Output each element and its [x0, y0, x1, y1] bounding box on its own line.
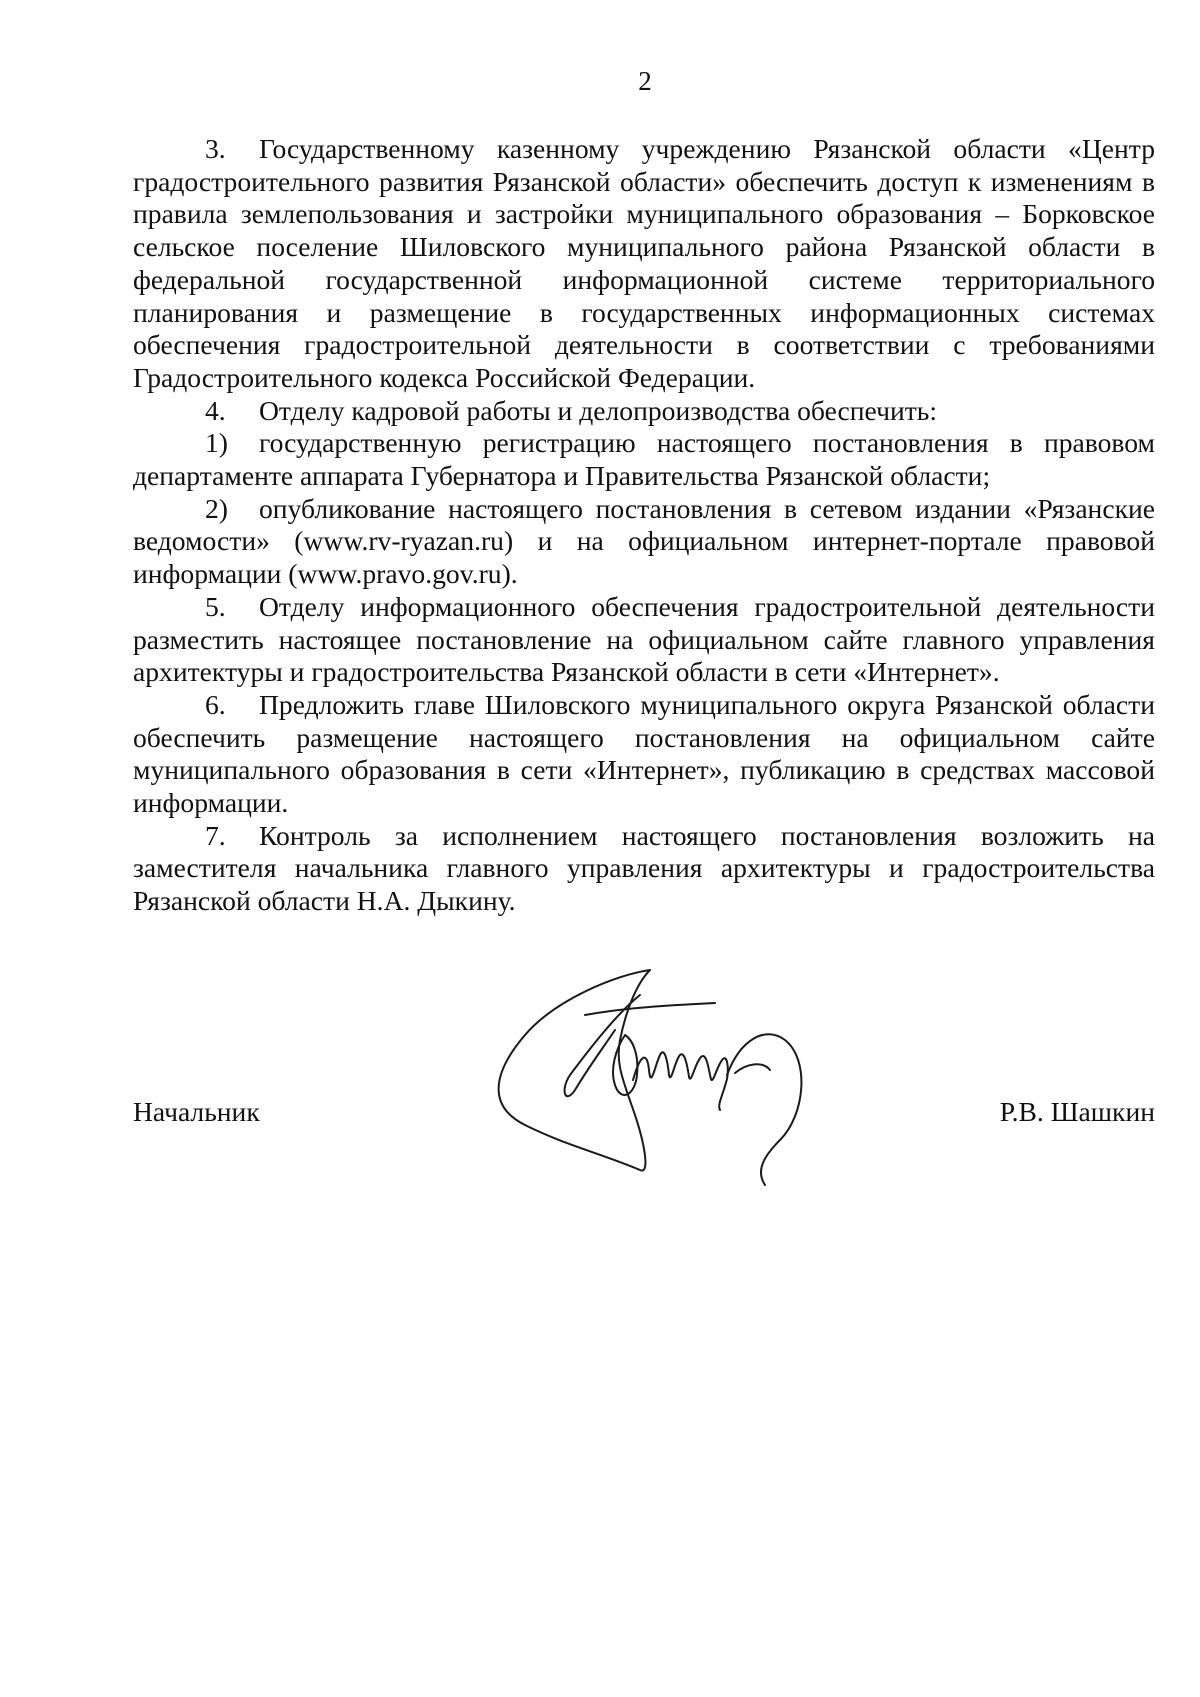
paragraph-number: 7. [205, 819, 226, 851]
handwritten-signature [465, 955, 845, 1205]
paragraph-text: Государственному казенному учреждению Рязанской области «Центр градостроительного развития Рязанской области» обеспечить доступ к изменениям в правила землепользования и застройки муниципального образования – Борковское сельское поселение Шиловского муниципального района Рязанской области в федеральной государственной информационной системе территориального планирования и размещение в государственных информационных системах обеспечения градостроительной деятельности в соответствии с требованиями Градостроительного кодекса Российской Федерации. [133, 133, 1155, 393]
signature-block [133, 1096, 1155, 1136]
paragraph-6 [133, 689, 1155, 820]
document-body [133, 133, 1155, 918]
paragraph-number: 3. [205, 133, 226, 164]
paragraph-text: Отделу кадровой работы и делопроизводства обеспечить: [259, 394, 938, 426]
paragraph-text: Контроль за исполнением настоящего постановления возложить на заместителя начальника главного управления архитектуры и градостроительства Рязанской области Н.А. Дыкину. [133, 819, 1155, 917]
paragraph-7 [133, 820, 1155, 918]
paragraph-4 [133, 395, 1155, 428]
paragraph-number: 5. [205, 590, 226, 622]
paragraph-text: Предложить главе Шиловского муниципального округа Рязанской области обеспечить размещение настоящего постановления на официальном сайте муниципального образования в сети «Интернет», публикацию в средствах массовой информации. [133, 688, 1155, 819]
paragraph-3 [133, 133, 1155, 395]
paragraph-number: 4. [205, 394, 226, 426]
paragraph-4-2 [133, 493, 1155, 591]
paragraph-text: Отделу информационного обеспечения градостроительной деятельности разместить настоящее постановление на официальном сайте главного управления архитектуры и градостроительства Рязанской области в сети «Интернет». [133, 590, 1155, 688]
paragraph-number: 1) [205, 427, 228, 459]
page-number: 2 [638, 66, 652, 96]
paragraph-text: государственную регистрацию настоящего постановления в правовом департаменте аппарата Губернатора и Правительства Рязанской области; [133, 427, 1155, 492]
paragraph-number: 2) [205, 492, 228, 524]
signatory-name: Р.В. Шашкин [999, 1096, 1155, 1127]
paragraph-4-1 [133, 427, 1155, 492]
paragraph-number: 6. [205, 688, 226, 720]
signatory-title: Начальник [133, 1096, 260, 1127]
paragraph-5 [133, 591, 1155, 689]
paragraph-text: опубликование настоящего постановления в сетевом издании «Рязанские ведомости» (www.rv-ryazan.ru) и на официальном интернет-портале правовой информации (www.pravo.gov.ru). [133, 492, 1155, 590]
